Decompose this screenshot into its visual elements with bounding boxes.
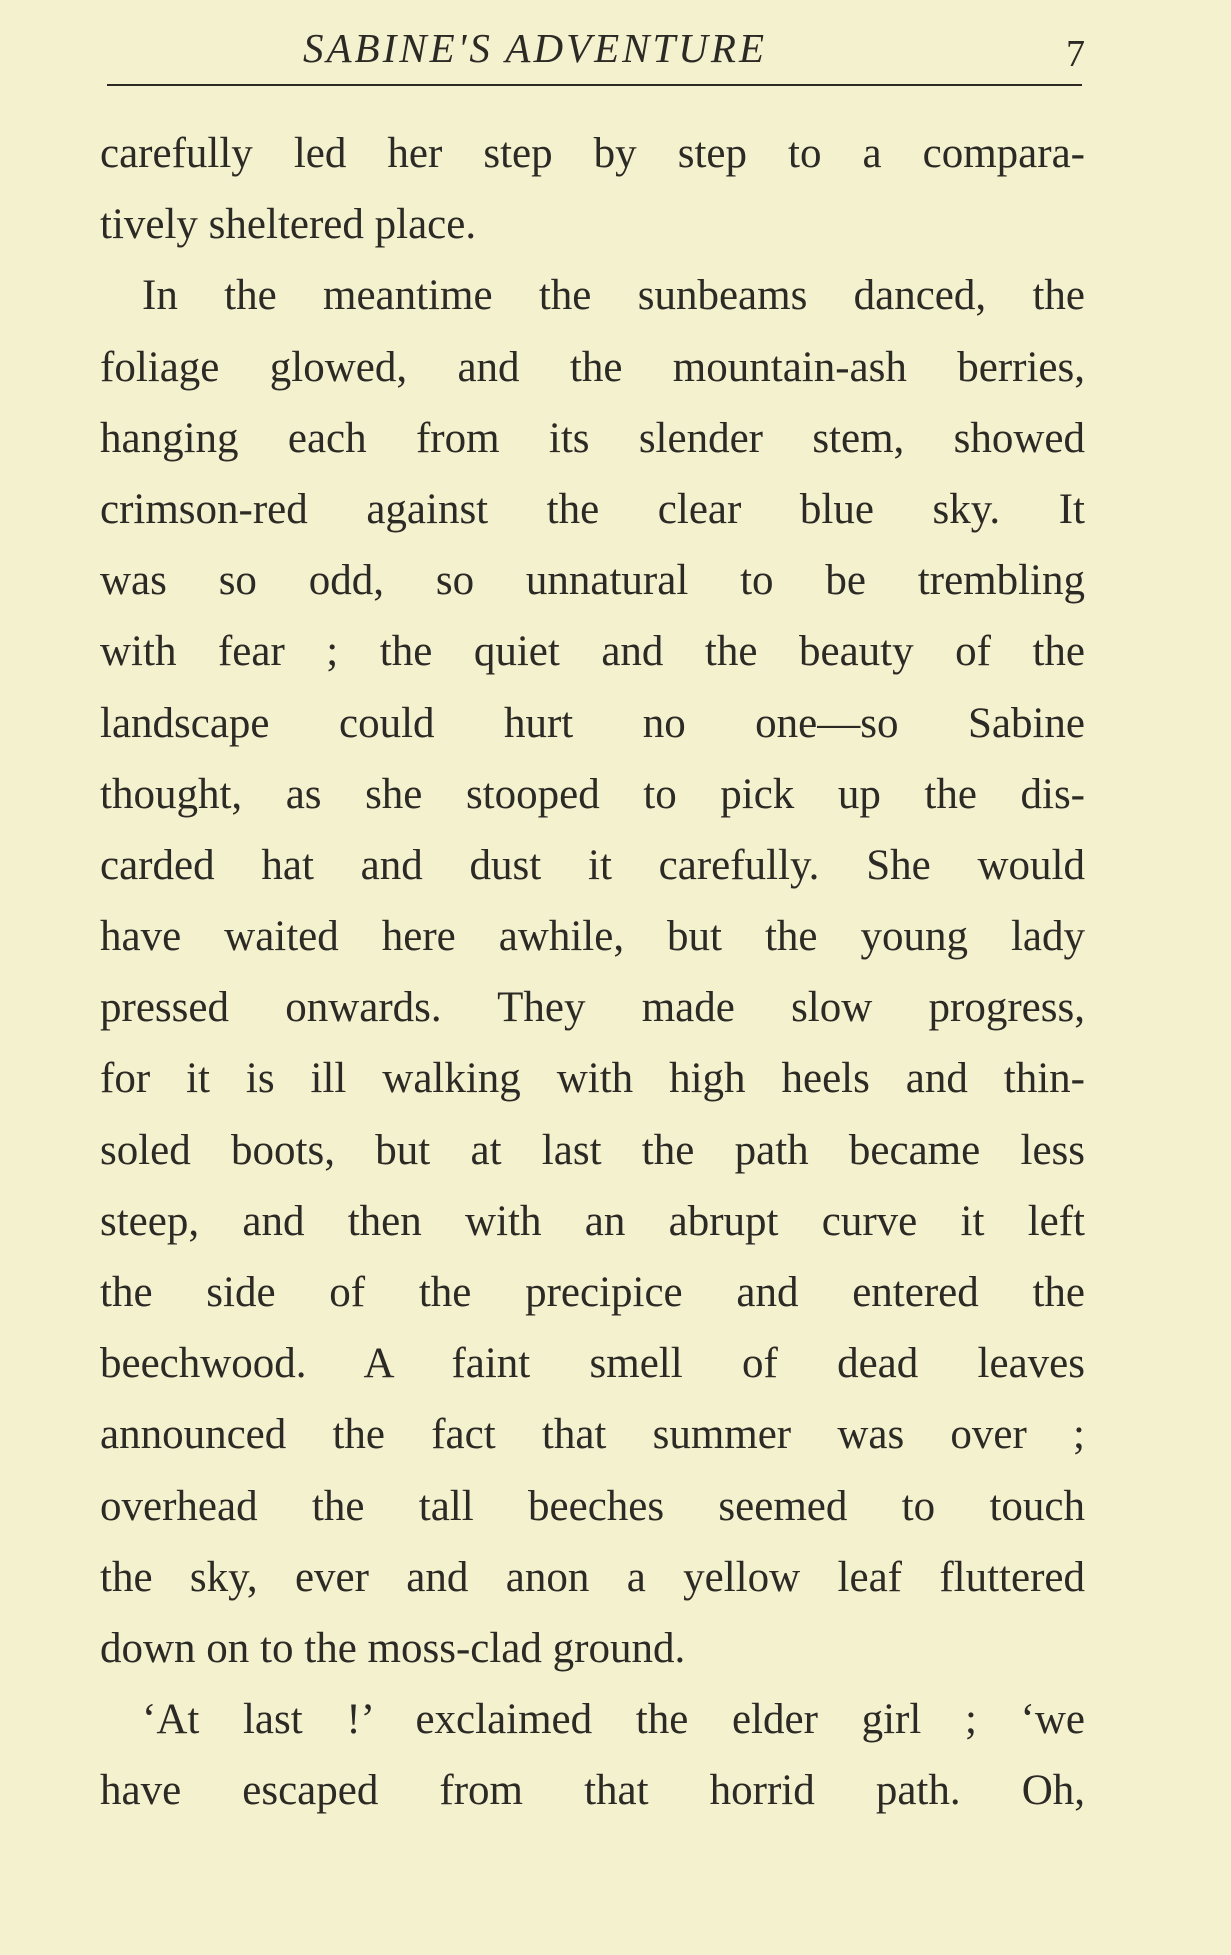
text-line: In the meantime the sunbeams danced, the — [142, 272, 1085, 320]
text-line: overhead the tall beeches seemed to touch — [100, 1482, 1085, 1530]
text-line: the sky, ever and anon a yellow leaf fluttered — [100, 1553, 1085, 1601]
text-line: with fear ; the quiet and the beauty of the — [100, 628, 1085, 676]
text-line: beechwood. A faint smell of dead leaves — [100, 1340, 1085, 1388]
page-number: 7 — [1066, 33, 1085, 75]
text-line: carefully led her step by step to a compara- — [100, 130, 1085, 177]
text-line: steep, and then with an abrupt curve it left — [100, 1197, 1085, 1245]
text-line: carded hat and dust it carefully. She would — [100, 841, 1085, 889]
text-line: soled boots, but at last the path became less — [100, 1126, 1085, 1174]
running-title: SABINE'S ADVENTURE — [303, 25, 767, 71]
text-line: have escaped from that horrid path. Oh, — [100, 1767, 1085, 1815]
header-rule — [107, 84, 1082, 86]
text-line: landscape could hurt no one—so Sabine — [100, 699, 1085, 747]
running-head — [105, 18, 1085, 78]
text-line: announced the fact that summer was over ; — [100, 1411, 1085, 1459]
text-line: have waited here awhile, but the young lady — [100, 913, 1085, 961]
text-line: tively sheltered place. — [100, 201, 477, 249]
text-line: for it is ill walking with high heels and thin- — [100, 1055, 1085, 1103]
text-line: pressed onwards. They made slow progress, — [100, 984, 1085, 1032]
text-line: the side of the precipice and entered the — [100, 1269, 1085, 1316]
text-line: thought, as she stooped to pick up the dis- — [100, 770, 1085, 818]
text-line: ‘At last !’ exclaimed the elder girl ; ‘we — [142, 1696, 1085, 1744]
text-line: hanging each from its slender stem, showed — [100, 414, 1085, 462]
text-line: was so odd, so unnatural to be trembling — [100, 557, 1085, 605]
text-line: foliage glowed, and the mountain-ash berries, — [100, 343, 1085, 391]
text-line: down on to the moss-clad ground. — [100, 1624, 686, 1672]
text-line: crimson-red against the clear blue sky. It — [100, 485, 1085, 533]
body-text — [100, 118, 1085, 1827]
